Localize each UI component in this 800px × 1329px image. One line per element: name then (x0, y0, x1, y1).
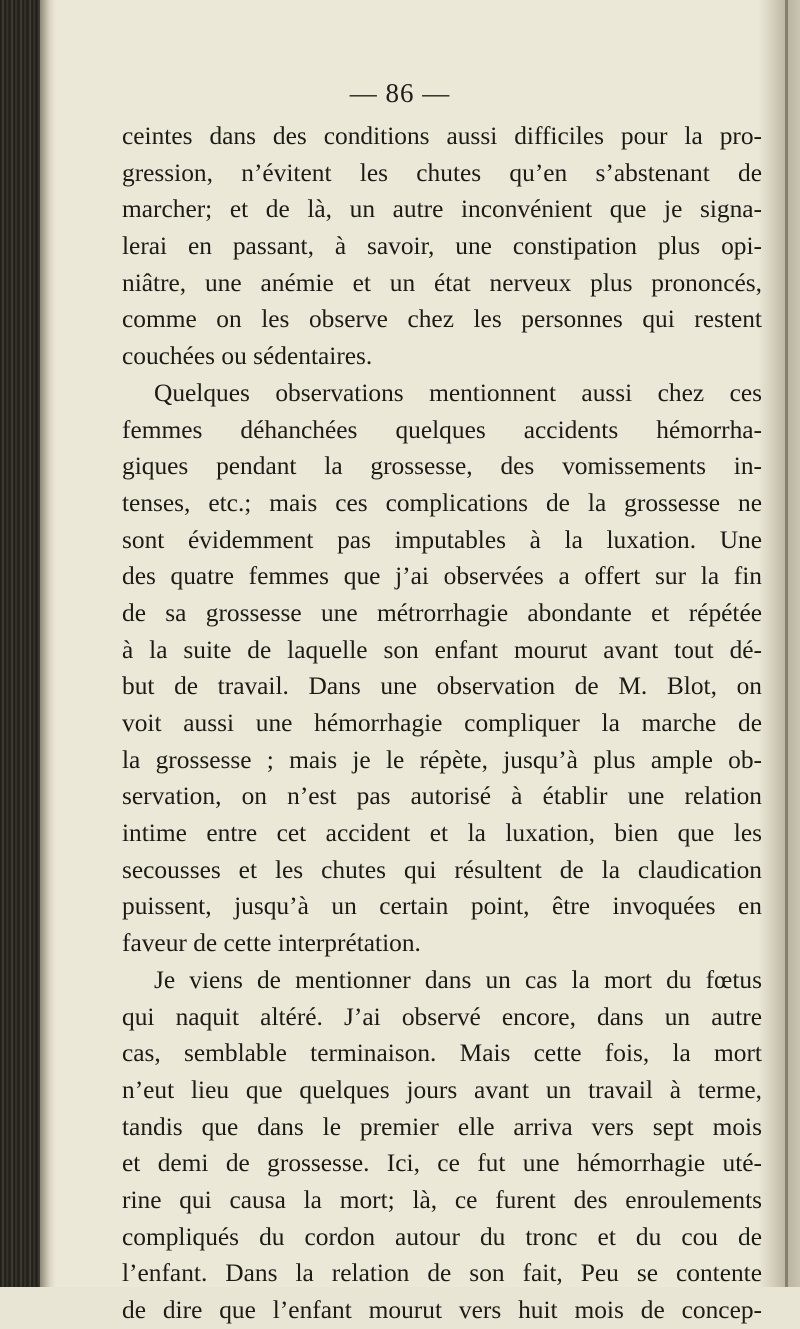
text-line: niâtre, une anémie et un état nerveux plus prononcés, (122, 268, 762, 297)
text-line: sont évidemment pas imputables à la luxation. Une (122, 525, 762, 554)
body-text (122, 118, 762, 1329)
text-line: servation, on n’est pas autorisé à établir une relation (122, 782, 762, 811)
page-edge-line (785, 0, 788, 1287)
text-line: femmes déhanchées quelques accidents hémorrha- (122, 415, 762, 444)
text-line: comme on les observe chez les personnes qui restent (122, 305, 762, 334)
text-line: la grossesse ; mais je le répète, jusqu’à plus ample ob- (122, 745, 762, 774)
page-number: — 86 — (349, 78, 451, 108)
text-line: faveur de cette interprétation. (122, 929, 421, 958)
text-line: rine qui causa la mort; là, ce furent des enroulements (122, 1185, 762, 1214)
binding-shadow (40, 0, 56, 1287)
text-line: secousses et les chutes qui résultent de la claudication (122, 855, 762, 884)
text-line: tandis que dans le premier elle arriva vers sept mois (122, 1112, 762, 1141)
text-line: de dire que l’enfant mourut vers huit mois de concep- (122, 1296, 762, 1324)
text-line: but de travail. Dans une observation de M. Blot, on (122, 672, 762, 701)
text-line: n’eut lieu que quelques jours avant un travail à terme, (122, 1075, 762, 1104)
text-line: couchées ou sédentaires. (122, 342, 373, 371)
text-line: l’enfant. Dans la relation de son fait, Peu se contente (122, 1259, 762, 1288)
text-line: de sa grossesse une métrorrhagie abondante et répétée (122, 598, 762, 627)
text-line: qui naquit altéré. J’ai observé encore, dans un autre (122, 1002, 762, 1031)
text-line: à la suite de laquelle son enfant mourut avant tout dé- (122, 635, 762, 664)
text-line: des quatre femmes que j’ai observées a offert sur la fin (122, 562, 762, 591)
text-line: ceintes dans des conditions aussi difficiles pour la pro- (122, 122, 762, 150)
text-line: marcher; et de là, un autre inconvénient que je signa- (122, 195, 762, 224)
text-line: voit aussi une hémorrhagie compliquer la marche de (122, 709, 762, 737)
text-line: giques pendant la grossesse, des vomissements in- (122, 452, 762, 481)
text-line: et demi de grossesse. Ici, ce fut une hémorrhagie uté- (122, 1149, 762, 1178)
paragraph-start: Je viens de mentionner dans un cas la mort du fœtus (154, 965, 762, 994)
text-line: compliqués du cordon autour du tronc et du cou de (122, 1222, 762, 1251)
text-line: intime entre cet accident et la luxation, bien que les (122, 819, 762, 848)
text-line: gression, n’évitent les chutes qu’en s’abstenant de (122, 158, 762, 187)
book-binding-edge (0, 0, 40, 1287)
text-line: cas, semblable terminaison. Mais cette fois, la mort (122, 1039, 762, 1068)
page-edge-shadow (758, 0, 800, 1287)
text-line: puissent, jusqu’à un certain point, être invoquées en (122, 892, 762, 921)
text-line: tenses, etc.; mais ces complications de la grossesse ne (122, 488, 762, 517)
text-line: lerai en passant, à savoir, une constipation plus opi- (122, 232, 762, 261)
paragraph-start: Quelques observations mentionnent aussi chez ces (154, 378, 762, 407)
